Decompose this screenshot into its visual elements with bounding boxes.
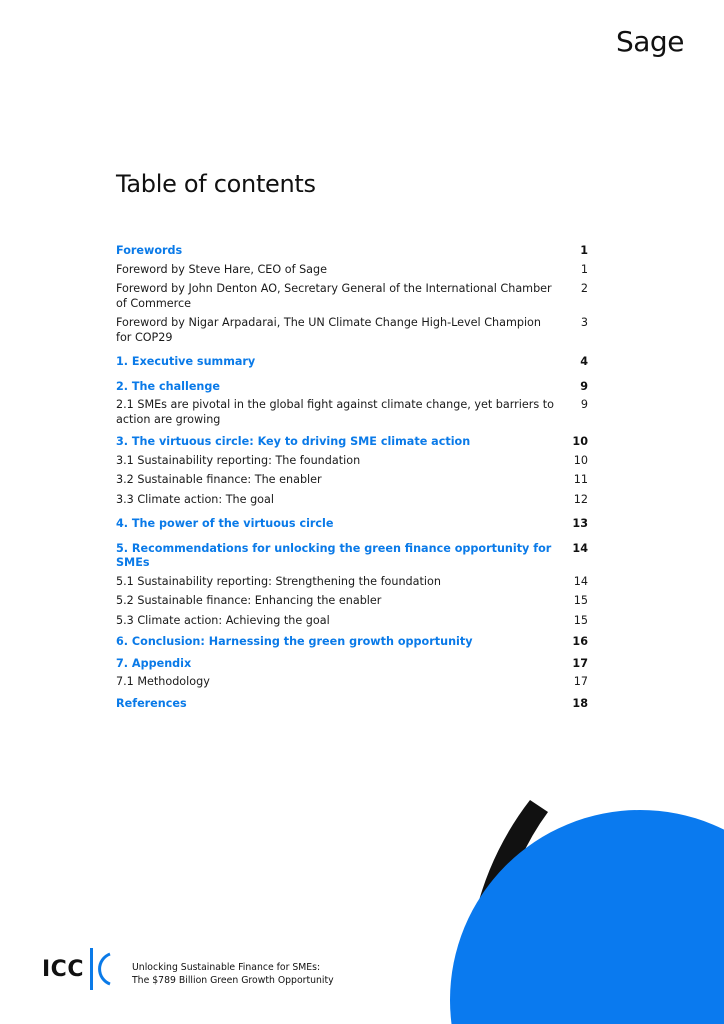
toc-entry-title: 6. Conclusion: Harnessing the green growth opportunity [116,635,473,648]
toc-page-number: 1 [580,262,588,276]
toc-entry-title: Foreword by Nigar Arpadarai, The UN Climate Change High-Level Champion for COP29 [116,316,541,344]
icc-mark-icon [86,946,116,992]
toc-entry-title: 1. Executive summary [116,355,256,368]
sage-logo: Sage [616,25,684,58]
icc-logo [42,946,116,992]
toc-entry-title: References [116,696,187,710]
toc-page-number: 1 [580,244,588,257]
toc-entry-title: 3. The virtuous circle: Key to driving SME climate action [116,435,471,448]
toc-page-number: 2 [580,282,588,295]
toc-entry-title: Foreword by Steve Hare, CEO of Sage [116,262,328,276]
toc-page-number: 10 [572,435,588,448]
toc-entry-title: Foreword by John Denton AO, Secretary General of the International Chamber of Commerce [116,282,552,310]
toc-entry-title: 5.2 Sustainable finance: Enhancing the enabler [116,594,382,607]
toc-entry-title: 4. The power of the virtuous circle [116,517,334,530]
toc-page-number: 17 [572,656,588,670]
page-title: Table of contents [116,170,316,198]
toc-page-number: 15 [573,594,588,607]
toc-page-number: 12 [573,492,588,506]
toc-entry-title: 5.3 Climate action: Achieving the goal [116,613,330,627]
report-title-line-1: Unlocking Sustainable Finance for SMEs: [132,962,321,973]
toc-page-number: 16 [572,635,588,648]
toc-page-number: 9 [580,379,588,393]
toc-entry-title: 7.1 Methodology [116,675,210,688]
toc-page-number: 3 [580,316,588,329]
toc-entry-title: 3.3 Climate action: The goal [116,492,274,506]
toc-entry-title: 2.1 SMEs are pivotal in the global fight against climate change, yet barriers to action are growing [116,398,554,426]
toc-entry-title: 5.1 Sustainability reporting: Strengthening the foundation [116,574,441,588]
toc-page-number: 18 [572,696,588,710]
toc-entry-title: 7. Appendix [116,656,192,670]
report-title [132,962,334,987]
toc-page-number: 13 [572,517,588,530]
toc-entry-title: Forewords [116,244,183,257]
toc-page-number: 15 [573,613,588,627]
blue-circle [450,810,724,1024]
icc-wordmark: ICC [42,956,84,982]
toc-entry-title: 2. The challenge [116,379,220,393]
toc-page-number: 4 [580,355,588,368]
toc-entry-title: 3.1 Sustainability reporting: The foundation [116,453,361,467]
toc-page-number: 14 [573,574,588,588]
toc-page-number: 9 [580,398,588,411]
toc-page-number: 14 [572,541,588,555]
toc-page-number: 17 [573,675,588,688]
toc-entry-title: 5. Recommendations for unlocking the green finance opportunity for SMEs [116,541,552,569]
toc-entry-title: 3.2 Sustainable finance: The enabler [116,473,322,486]
toc-page-number: 10 [573,453,588,467]
report-title-line-2: The $789 Billion Green Growth Opportunity [132,974,334,986]
toc-page-number: 11 [573,473,588,486]
